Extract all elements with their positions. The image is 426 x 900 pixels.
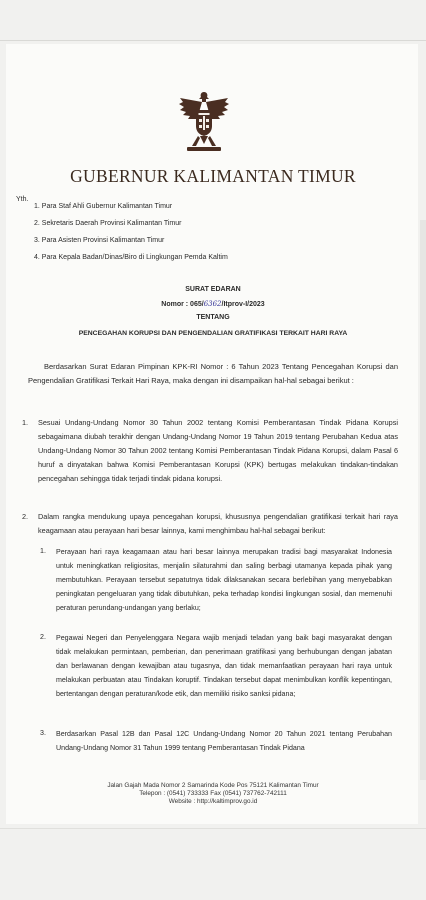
footer-address: Jalan Gajah Mada Nomor 2 Samarinda Kode Pos 75121 Kalimantan Timur [107,782,319,789]
recipient-item: 1. Para Staf Ahli Gubernur Kalimantan Timur [34,203,173,210]
sub-point-number: 3. [40,729,46,737]
point-1-paragraph: Sesuai Undang-Undang Nomor 30 Tahun 2002 tentang Komisi Pemberantasan Tindak Pidana Korupsi sebagaimana diubah terakhir dengan Undang-Undang Nomor 19 Tahun 2019 tentang Perubahan Kedua atas Undang-Undang Nomor 30 Tahun 2002 tentang Komisi Pemberantasan Tindak Pidana Korupsi, dalam Pasal 6 huruf a dinyatakan bahwa Komisi Pemberantasan Korupsi (KPK) bertugas melakukan tindakan-tindakan pencegahan sehingga tidak terjadi tindak pidana korupsi. [38,418,398,483]
sub-point-1-paragraph: Perayaan hari raya keagamaan atau hari besar lainnya merupakan tradisi bagi masyarakat Indonesia untuk meningkatkan religiositas, menjalin silaturahmi dan saling berbagi utamanya kepada pihak yang membutuhkan. Perayaan tersebut sepatutnya tidak dilaksanakan secara berlebihan yang menyebabkan peningkatan pengeluaran yang tidak dibutuhkan, peka terhadap kondisi lingkungan sosial, dan memenuhi peraturan perundang-undangan yang berlaku; [56,548,392,612]
recipient-list [34,198,228,266]
intro-paragraph [28,360,398,388]
scan-bottom-edge [0,828,426,829]
footer-website: Website : http://kaltimprov.go.id [168,798,258,805]
point-number: 1. [22,418,29,427]
number-prefix: Nomor : 065/ [161,301,204,308]
number-suffix: /Itprov-I/2023 [221,301,265,308]
circular-title: SURAT EDARAN [185,286,241,293]
circular-subject: PENCEGAHAN KORUPSI DAN PENGENDALIAN GRATIFIKASI TERKAIT HARI RAYA [78,330,348,337]
sub-point-3-paragraph: Berdasarkan Pasal 12B dan Pasal 12C Undang-Undang Nomor 20 Tahun 2021 tentang Perubahan Undang-Undang Nomor 31 Tahun 1999 tentang Pemberantasan Tindak Pidana [56,730,392,752]
recipient-label: Yth. [16,196,29,203]
garuda-emblem-icon [178,88,230,154]
scan-top-edge [0,40,426,41]
recipient-item: 4. Para Kepala Badan/Dinas/Biro di Lingkungan Pemda Kaltim [34,254,228,261]
recipient-item: 3. Para Asisten Provinsi Kalimantan Timur [34,237,165,244]
circular-tentang: TENTANG [196,314,230,321]
governor-title: GUBERNUR KALIMANTAN TIMUR [70,166,356,186]
handwritten-number: 6362 [203,300,222,308]
point-number: 2. [22,512,29,521]
sub-point-number: 1. [40,547,46,555]
recipient-item: 2. Sekretaris Daerah Provinsi Kalimantan Timur [34,220,182,227]
letterhead-footer [0,782,426,806]
point-2-paragraph: Dalam rangka mendukung upaya pencegahan korupsi, khususnya pengendalian gratifikasi terkait hari raya keagamaan atau perayaan hari besar lainnya, kami menghimbau hal-hal sebagai berikut: [38,512,398,535]
sub-point-number: 2. [40,633,46,641]
intro-text: Berdasarkan Surat Edaran Pimpinan KPK-RI Nomor : 6 Tahun 2023 Tentang Pencegahan Korupsi dan Pengendalian Gratifikasi Terkait Hari Raya, maka dengan ini disampaikan hal-hal sebagai berikut : [28,362,398,385]
footer-phone: Telepon : (0541) 733333 Fax (0541) 737762-742111 [139,790,287,797]
sub-point-2-paragraph: Pegawai Negeri dan Penyelenggara Negara wajib menjadi teladan yang baik bagi masyarakat dengan tidak melakukan permintaan, pemberian, dan penerimaan gratifikasi yang berhubungan dengan jabatan dan berlawanan dengan kewajiban atau tugasnya, dan tidak memanfaatkan perayaan hari raya untuk melakukan perbuatan atau Tindakan koruptif. Tindakan tersebut dapat menimbulkan konflik kepentingan, bertentangan dengan peraturan/kode etik, dan memiliki risiko sanksi pidana; [56,634,392,698]
circular-number [0,300,426,308]
